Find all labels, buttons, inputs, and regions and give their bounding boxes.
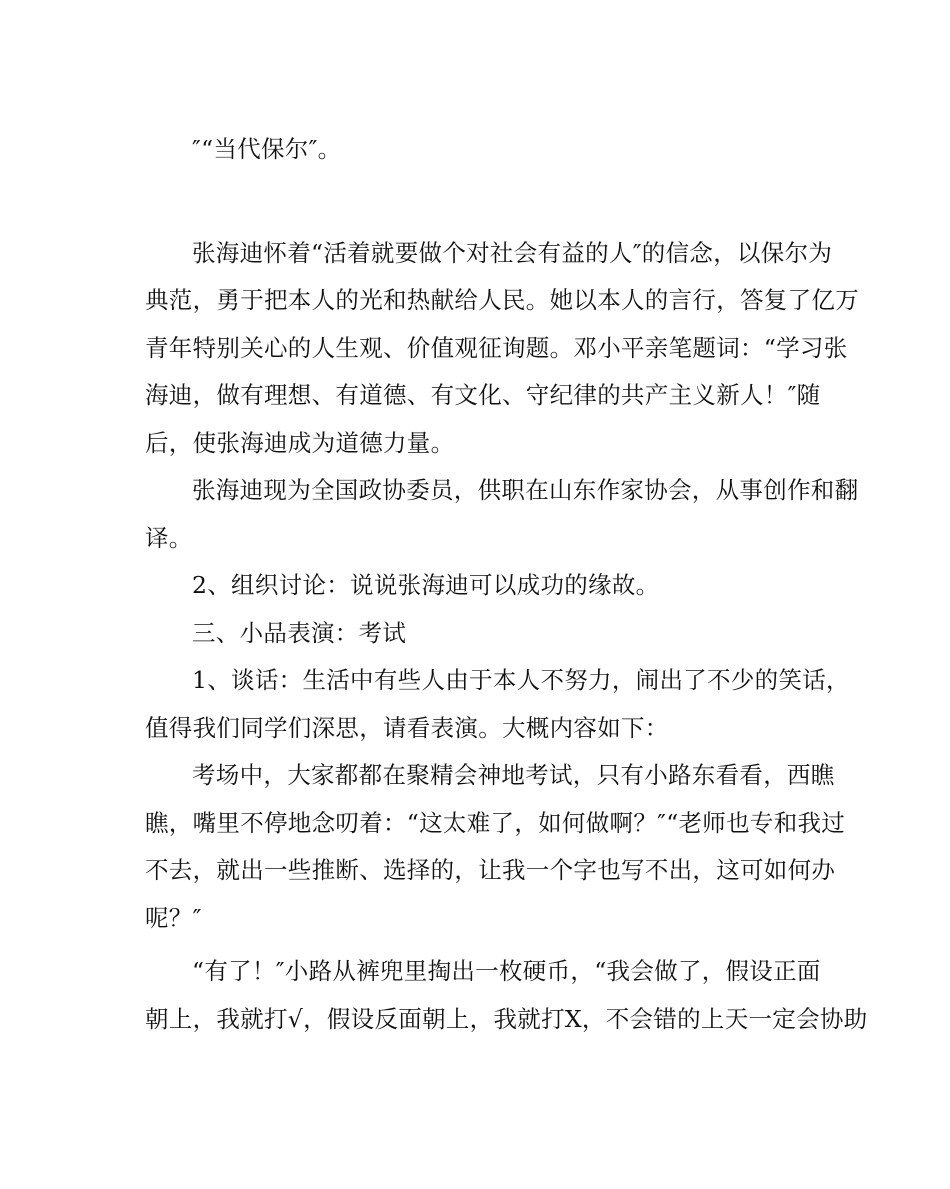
paragraph-line: 1、谈话：生活中有些人由于本人不努力，闹出了不少的笑话， — [192, 666, 850, 694]
paragraph-line: 考场中，大家都都在聚精会神地考试，只有小路东看看，西瞧 — [192, 761, 835, 789]
document-body — [145, 126, 868, 1043]
paragraph-line: 典范，勇于把本人的光和热献给人民。她以本人的言行，答复了亿万 — [145, 286, 859, 314]
discussion-heading: 2、组织讨论：说说张海迪可以成功的缘故。 — [192, 571, 660, 599]
paragraph-line: 海迪，做有理想、有道德、有文化、守纪律的共产主义新人！″随 — [145, 381, 821, 409]
paragraph-line: 瞧，嘴里不停地念叨着：“这太难了，如何做啊？″“老师也专和我过 — [145, 808, 846, 837]
paragraph-line: 张海迪现为全国政协委员，供职在山东作家协会，从事创作和翻 — [192, 476, 859, 504]
paragraph-line: 朝上，我就打√，假设反面朝上，我就打X，不会错的上天一定会协助 — [145, 1004, 868, 1033]
paragraph-line: “有了！″小路从裤兜里掏出一枚硬币，“我会做了，假设正面 — [192, 957, 821, 985]
paragraph-line: 值得我们同学们深思，请看表演。大概内容如下： — [145, 713, 669, 742]
paragraph-line: 后，使张海迪成为道德力量。 — [145, 428, 455, 457]
paragraph-line: 青年特别关心的人生观、价值观征询题。邓小平亲笔题词：“学习张 — [145, 333, 848, 362]
paragraph-line: 不去，就出一些推断、选择的，让我一个字也写不出，这可如何办 — [145, 856, 836, 884]
paragraph-line: 张海迪怀着“活着就要做个对社会有益的人″的信念，以保尔为 — [192, 238, 833, 267]
paragraph-line-intro-ending: ″“当代保尔″。 — [192, 135, 342, 163]
paragraph-gap — [145, 174, 810, 230]
paragraph-line: 呢？″ — [145, 903, 202, 932]
section-heading: 三、小品表演：考试 — [192, 618, 407, 647]
paragraph-line: 译。 — [145, 523, 193, 552]
